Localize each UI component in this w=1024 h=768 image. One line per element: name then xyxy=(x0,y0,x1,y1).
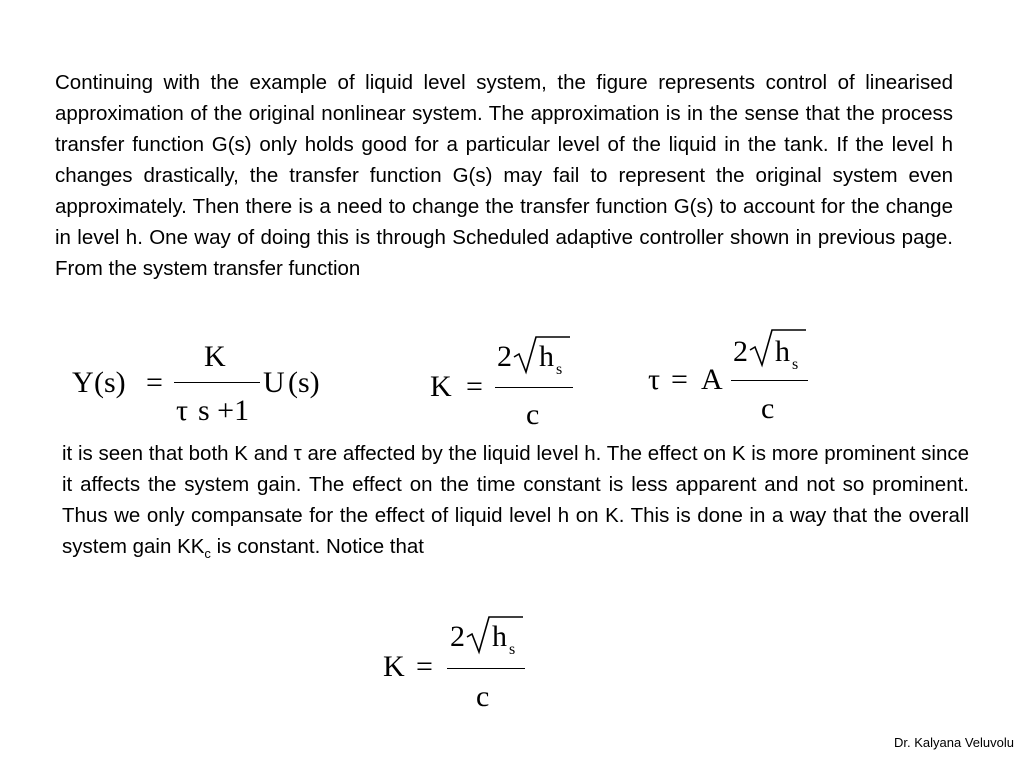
eq1-den-tau: τ xyxy=(176,394,189,427)
eq4-num-coeff: 2 xyxy=(450,620,465,653)
paragraph2-text: it is seen that both K and τ are affected by the liquid level h. The effect on K is more prominent since it affects the system gain. The effect on the time constant is less apparent and not so prominent. Thus we only compansate for the effect of liquid level h on K. This is done in a way that the overall system gain KK xyxy=(62,442,969,558)
eq1-fraction-bar xyxy=(174,382,260,383)
paragraph-intro: Continuing with the example of liquid level system, the figure represents control of linearised approximation of the original nonlinear system. The approximation is in the sense that the process transfer function G(s) only holds good for a particular level of the liquid in the tank. If the level h changes drastically, the transfer function G(s) may fail to represent the original system even approximately. Then there is a need to change the transfer function G(s) to account for the change in level h. One way of doing this is through Scheduled adaptive controller shown in previous page. From the system transfer function xyxy=(55,71,953,280)
eq4-num-var: h xyxy=(492,620,507,653)
eq4-equals: = xyxy=(416,650,433,683)
eq2-num-sub: s xyxy=(556,361,563,378)
eq1-rhs-arg: (s) xyxy=(288,366,320,399)
eq3-fraction-bar xyxy=(731,380,808,381)
paragraph-explanation xyxy=(62,438,969,562)
eq1-numerator: K xyxy=(204,340,226,373)
eq2-fraction-bar xyxy=(495,387,573,388)
eq3-lhs: τ xyxy=(648,363,661,396)
eq1-rhs: U xyxy=(263,366,285,399)
eq3-num-coeff: 2 xyxy=(733,335,748,368)
eq4-denominator: c xyxy=(476,680,490,713)
eq4-fraction-bar xyxy=(447,668,525,669)
eq3-num-sub: s xyxy=(792,356,799,373)
eq4-lhs: K xyxy=(383,650,405,683)
eq1-lhs: Y xyxy=(72,366,94,399)
eq1-lhs-arg: (s) xyxy=(94,366,126,399)
eq1-equals: = xyxy=(146,366,163,399)
eq2-denominator: c xyxy=(526,398,540,431)
eq3-coeff: A xyxy=(701,363,723,396)
eq3-equals: = xyxy=(671,363,688,396)
footer-author: Dr. Kalyana Veluvolu xyxy=(894,735,1014,750)
paragraph2-subscript: c xyxy=(204,546,211,562)
eq1-den-rest: s +1 xyxy=(198,394,250,427)
paragraph2-text-end: is constant. Notice that xyxy=(210,535,424,558)
eq2-lhs: K xyxy=(430,370,452,403)
eq3-num-var: h xyxy=(775,335,790,368)
eq4-num-sub: s xyxy=(509,641,516,658)
eq2-num-coeff: 2 xyxy=(497,340,512,373)
eq2-equals: = xyxy=(466,370,483,403)
eq3-denominator: c xyxy=(761,392,775,425)
eq2-num-var: h xyxy=(539,340,554,373)
